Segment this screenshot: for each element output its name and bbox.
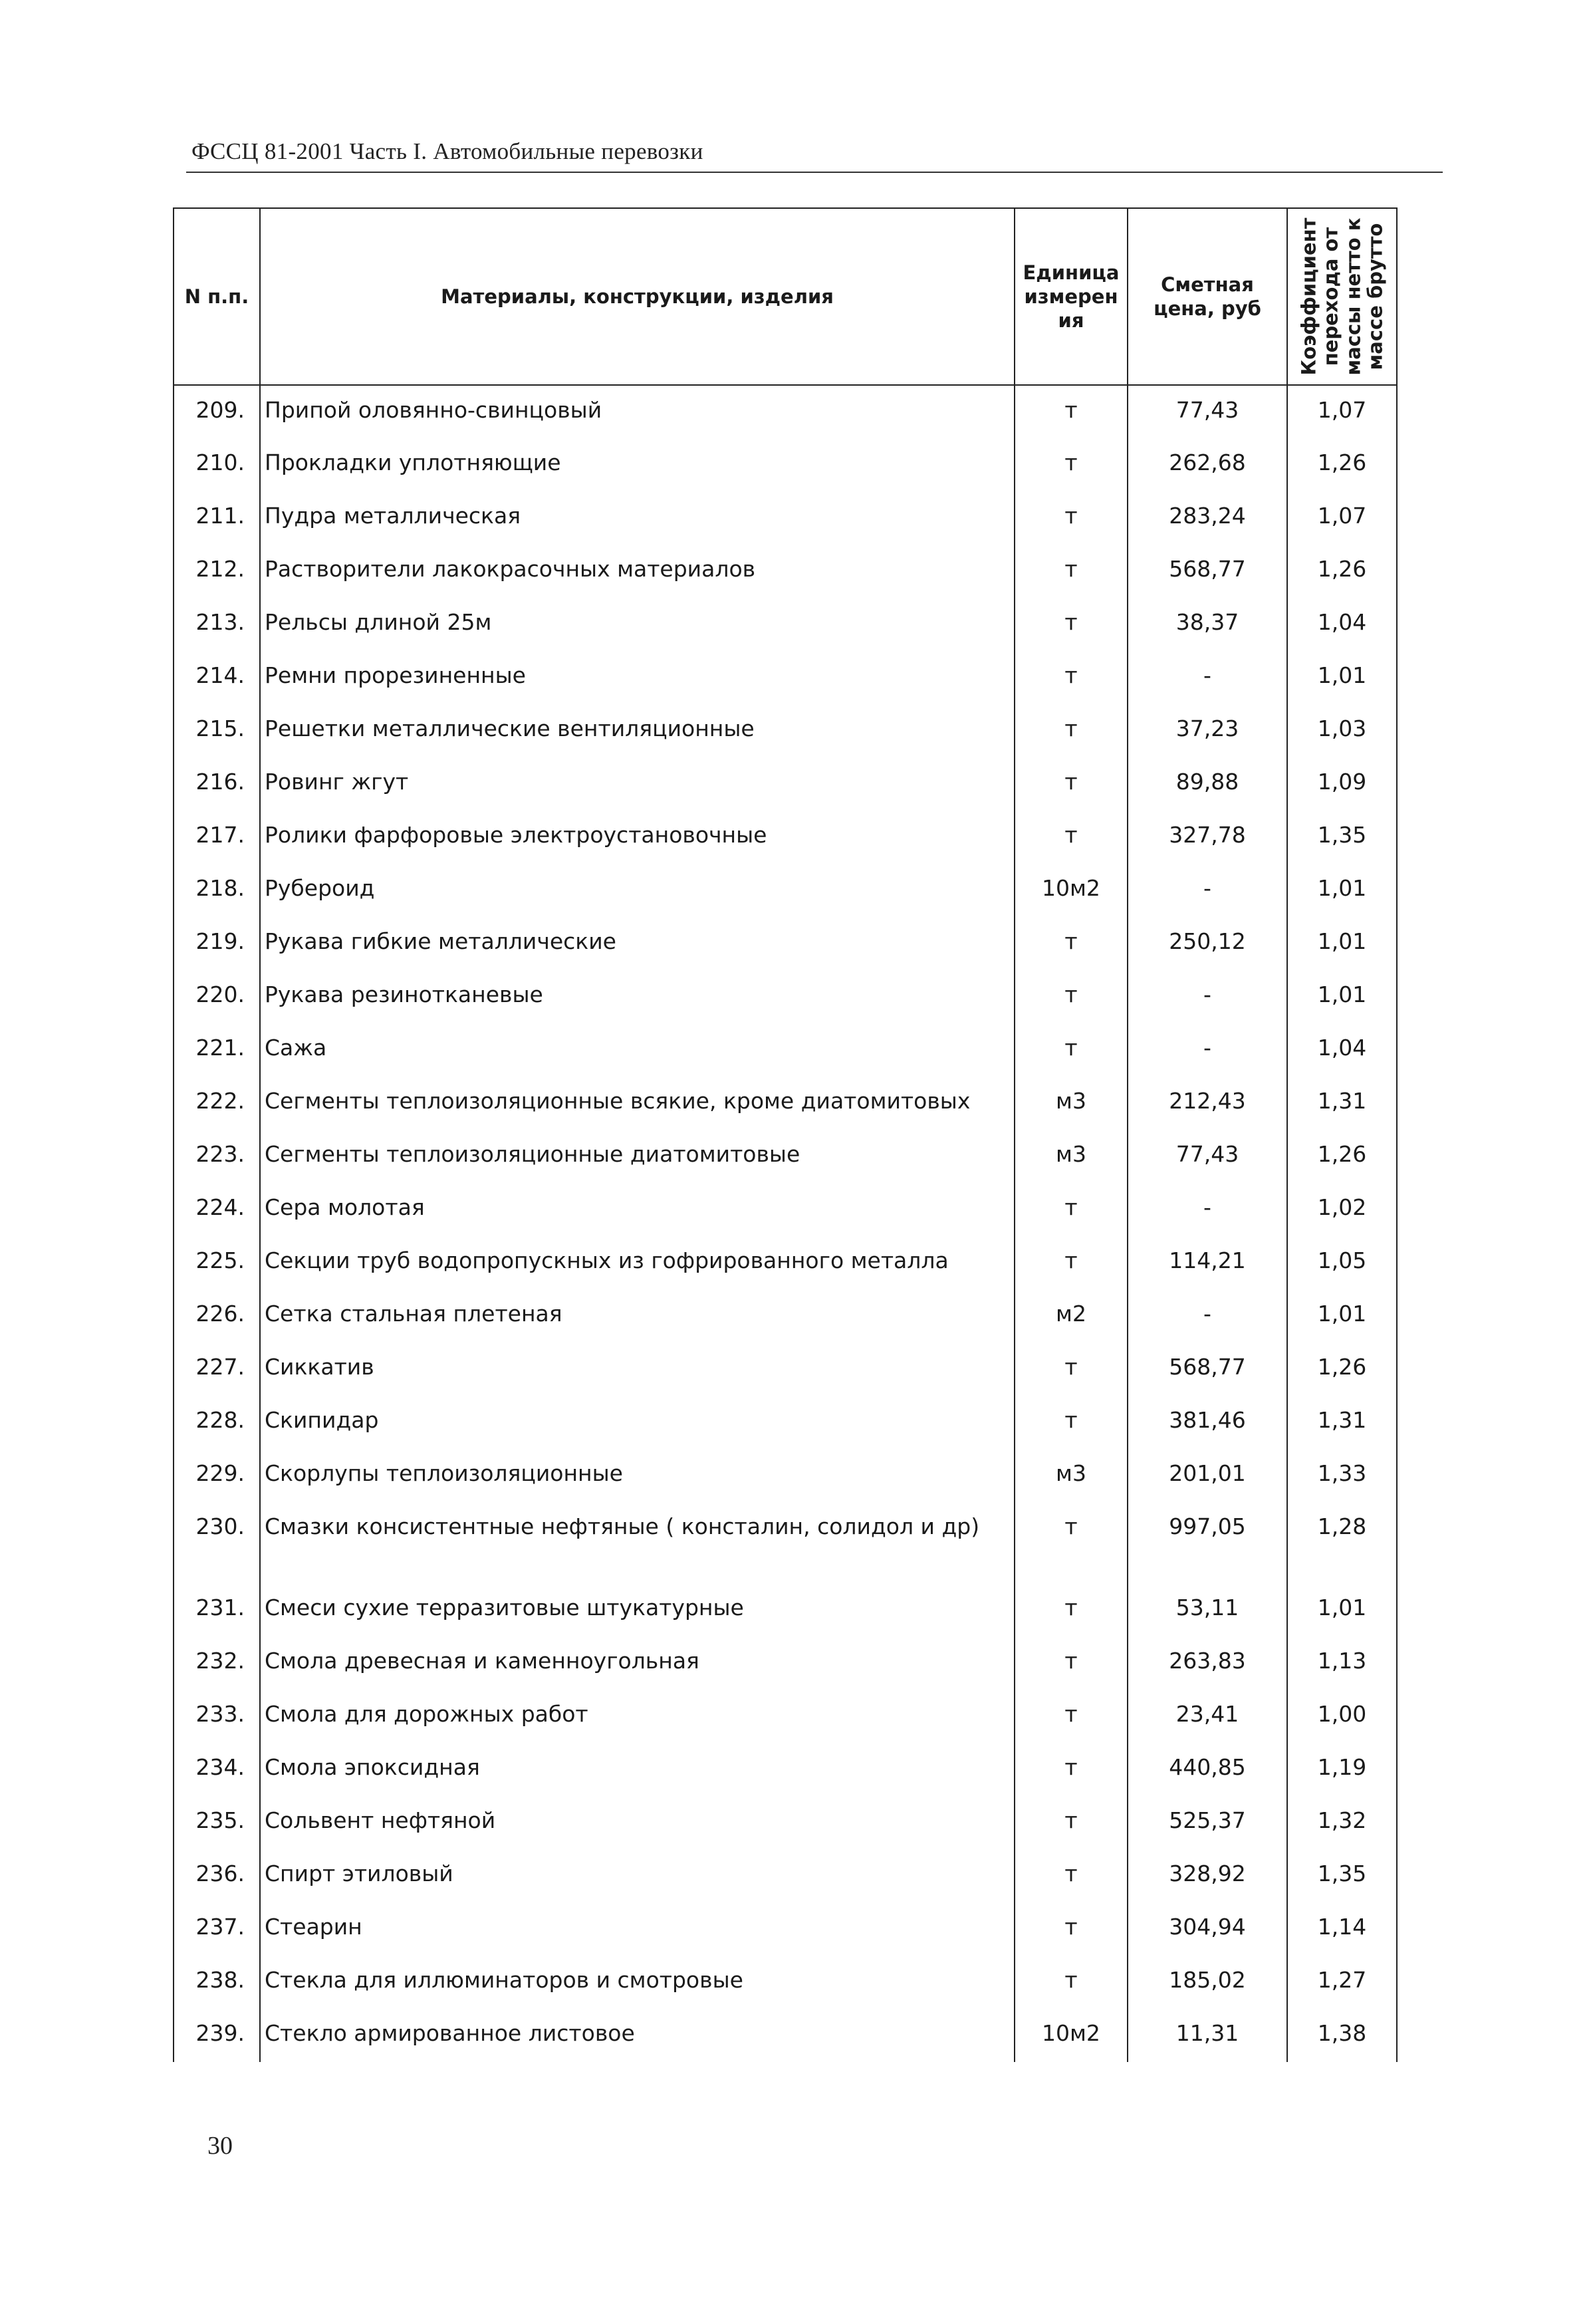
table-row (174, 1023, 1397, 1077)
cell-coef: 1,04 (1287, 1023, 1397, 1077)
cell-num: 213. (174, 598, 260, 651)
table-row (174, 1502, 1397, 1583)
table-row (174, 1289, 1397, 1343)
table-row (174, 1130, 1397, 1183)
cell-coef: 1,01 (1287, 651, 1397, 704)
cell-name: Секции труб водопропускных из гофрированного металла (260, 1236, 1015, 1289)
cell-price: - (1128, 1183, 1287, 1236)
table-row (174, 1956, 1397, 2009)
table-row (174, 1183, 1397, 1236)
table-header-row (174, 208, 1397, 385)
cell-unit: т (1015, 1849, 1128, 1902)
cell-price: - (1128, 1023, 1287, 1077)
cell-unit: т (1015, 811, 1128, 864)
cell-price: 327,78 (1128, 811, 1287, 864)
table-row (174, 491, 1397, 545)
cell-name: Ролики фарфоровые электроустановочные (260, 811, 1015, 864)
cell-unit: т (1015, 970, 1128, 1023)
cell-price: 250,12 (1128, 917, 1287, 970)
cell-price: 262,68 (1128, 438, 1287, 491)
cell-name: Прокладки уплотняющие (260, 438, 1015, 491)
cell-price: 568,77 (1128, 545, 1287, 598)
cell-name: Смола для дорожных работ (260, 1690, 1015, 1743)
cell-unit: 10м2 (1015, 2009, 1128, 2062)
cell-num: 223. (174, 1130, 260, 1183)
cell-name: Рельсы длиной 25м (260, 598, 1015, 651)
cell-unit: т (1015, 438, 1128, 491)
cell-price: 185,02 (1128, 1956, 1287, 2009)
cell-unit: т (1015, 1743, 1128, 1796)
cell-coef: 1,19 (1287, 1743, 1397, 1796)
table-row (174, 811, 1397, 864)
cell-unit: т (1015, 1690, 1128, 1743)
running-header: ФССЦ 81-2001 Часть I. Автомобильные перевозки (191, 138, 703, 164)
cell-num: 217. (174, 811, 260, 864)
table-row (174, 2009, 1397, 2062)
cell-coef: 1,04 (1287, 598, 1397, 651)
page-number: 30 (207, 2132, 233, 2160)
table-row (174, 1396, 1397, 1449)
cell-unit: м3 (1015, 1449, 1128, 1502)
cell-name: Сетка стальная плетеная (260, 1289, 1015, 1343)
cell-name: Растворители лакокрасочных материалов (260, 545, 1015, 598)
table-row (174, 1236, 1397, 1289)
cell-coef: 1,27 (1287, 1956, 1397, 2009)
cell-name: Припой оловянно-свинцовый (260, 385, 1015, 438)
cell-num: 225. (174, 1236, 260, 1289)
cell-coef: 1,03 (1287, 704, 1397, 757)
cell-price: 11,31 (1128, 2009, 1287, 2062)
table-row (174, 864, 1397, 917)
cell-price: 263,83 (1128, 1636, 1287, 1690)
cell-price: 525,37 (1128, 1796, 1287, 1849)
cell-unit: т (1015, 704, 1128, 757)
cell-price: 283,24 (1128, 491, 1287, 545)
cell-price: - (1128, 970, 1287, 1023)
cell-coef: 1,31 (1287, 1396, 1397, 1449)
cell-price: 23,41 (1128, 1690, 1287, 1743)
cell-coef: 1,01 (1287, 864, 1397, 917)
cell-num: 214. (174, 651, 260, 704)
cell-coef: 1,26 (1287, 1130, 1397, 1183)
cell-num: 209. (174, 385, 260, 438)
cell-price: 201,01 (1128, 1449, 1287, 1502)
cell-price: 114,21 (1128, 1236, 1287, 1289)
cell-num: 218. (174, 864, 260, 917)
cell-num: 235. (174, 1796, 260, 1849)
cell-num: 233. (174, 1690, 260, 1743)
table-row (174, 1690, 1397, 1743)
cell-num: 239. (174, 2009, 260, 2062)
table-row (174, 651, 1397, 704)
cell-price: 568,77 (1128, 1343, 1287, 1396)
cell-coef: 1,01 (1287, 970, 1397, 1023)
cell-num: 221. (174, 1023, 260, 1077)
table-row (174, 1902, 1397, 1956)
table-row (174, 438, 1397, 491)
cell-price: 304,94 (1128, 1902, 1287, 1956)
cell-coef: 1,38 (1287, 2009, 1397, 2062)
cell-num: 220. (174, 970, 260, 1023)
cell-num: 211. (174, 491, 260, 545)
cell-name: Смазки консистентные нефтяные ( констaлин, солидол и др) (260, 1502, 1015, 1583)
cell-name: Сажа (260, 1023, 1015, 1077)
cell-num: 236. (174, 1849, 260, 1902)
cell-price: 77,43 (1128, 1130, 1287, 1183)
cell-coef: 1,28 (1287, 1502, 1397, 1583)
cell-coef: 1,26 (1287, 1343, 1397, 1396)
cell-name: Рубероид (260, 864, 1015, 917)
cell-price: 212,43 (1128, 1077, 1287, 1130)
cell-name: Рукава гибкие металлические (260, 917, 1015, 970)
cell-name: Смола эпоксидная (260, 1743, 1015, 1796)
table-row (174, 1743, 1397, 1796)
cell-name: Ровинг жгут (260, 757, 1015, 811)
cell-price: 53,11 (1128, 1583, 1287, 1636)
cell-unit: т (1015, 651, 1128, 704)
cell-coef: 1,07 (1287, 385, 1397, 438)
header-num: N п.п. (174, 208, 260, 385)
cell-name: Сегменты теплоизоляционные диатомитовые (260, 1130, 1015, 1183)
cell-coef: 1,32 (1287, 1796, 1397, 1849)
table-row (174, 1449, 1397, 1502)
cell-unit: т (1015, 1502, 1128, 1583)
cell-num: 227. (174, 1343, 260, 1396)
cell-unit: т (1015, 545, 1128, 598)
cell-name: Скорлупы теплоизоляционные (260, 1449, 1015, 1502)
cell-unit: 10м2 (1015, 864, 1128, 917)
cell-name: Сегменты теплоизоляционные всякие, кроме диатомитовых (260, 1077, 1015, 1130)
cell-unit: т (1015, 757, 1128, 811)
cell-price: 37,23 (1128, 704, 1287, 757)
cell-num: 238. (174, 1956, 260, 2009)
cell-unit: т (1015, 1396, 1128, 1449)
cell-unit: т (1015, 1956, 1128, 2009)
cell-price: 440,85 (1128, 1743, 1287, 1796)
cell-name: Пудра металлическая (260, 491, 1015, 545)
cell-price: 997,05 (1128, 1502, 1287, 1583)
header-coef (1287, 208, 1397, 385)
table-row (174, 970, 1397, 1023)
cell-coef: 1,35 (1287, 1849, 1397, 1902)
cell-price: 38,37 (1128, 598, 1287, 651)
cell-unit: т (1015, 1183, 1128, 1236)
cell-num: 222. (174, 1077, 260, 1130)
cell-coef: 1,26 (1287, 438, 1397, 491)
cell-unit: т (1015, 1343, 1128, 1396)
table-row (174, 1077, 1397, 1130)
cell-name: Смеси сухие терразитовые штукатурные (260, 1583, 1015, 1636)
cell-num: 231. (174, 1583, 260, 1636)
cell-name: Рукава резинотканевые (260, 970, 1015, 1023)
cell-name: Сольвент нефтяной (260, 1796, 1015, 1849)
cell-unit: т (1015, 917, 1128, 970)
cell-name: Ремни прорезиненные (260, 651, 1015, 704)
cell-coef: 1,01 (1287, 1583, 1397, 1636)
cell-num: 212. (174, 545, 260, 598)
table-row (174, 757, 1397, 811)
cell-num: 226. (174, 1289, 260, 1343)
cell-coef: 1,14 (1287, 1902, 1397, 1956)
cell-name: Скипидар (260, 1396, 1015, 1449)
cell-name: Стекло армированное листовое (260, 2009, 1015, 2062)
header-name: Материалы, конструкции, изделия (260, 208, 1015, 385)
cell-name: Смола древесная и каменноугольная (260, 1636, 1015, 1690)
cell-coef: 1,01 (1287, 917, 1397, 970)
cell-price: 381,46 (1128, 1396, 1287, 1449)
cell-unit: т (1015, 1902, 1128, 1956)
cell-num: 228. (174, 1396, 260, 1449)
cell-unit: т (1015, 385, 1128, 438)
cell-name: Стекла для иллюминаторов и смотровые (260, 1956, 1015, 2009)
cell-num: 219. (174, 917, 260, 970)
cell-unit: м2 (1015, 1289, 1128, 1343)
table-row (174, 917, 1397, 970)
header-coef-label: Коэффициент перехода от массы нетто к массе брутто (1296, 217, 1386, 376)
cell-unit: м3 (1015, 1130, 1128, 1183)
cell-num: 230. (174, 1502, 260, 1583)
cell-num: 232. (174, 1636, 260, 1690)
cell-name: Стеарин (260, 1902, 1015, 1956)
cell-unit: т (1015, 598, 1128, 651)
cell-num: 229. (174, 1449, 260, 1502)
header-rule (186, 172, 1443, 173)
cell-coef: 1,00 (1287, 1690, 1397, 1743)
cell-unit: т (1015, 1583, 1128, 1636)
cell-unit: т (1015, 1236, 1128, 1289)
cell-coef: 1,07 (1287, 491, 1397, 545)
cell-num: 224. (174, 1183, 260, 1236)
table-row (174, 385, 1397, 438)
header-unit: Единица измерен ия (1015, 208, 1128, 385)
table-row (174, 545, 1397, 598)
cell-coef: 1,09 (1287, 757, 1397, 811)
cell-coef: 1,13 (1287, 1636, 1397, 1690)
table-row (174, 1796, 1397, 1849)
table-row (174, 704, 1397, 757)
cell-name: Сиккатив (260, 1343, 1015, 1396)
cell-price: 77,43 (1128, 385, 1287, 438)
cell-coef: 1,31 (1287, 1077, 1397, 1130)
cell-price: - (1128, 651, 1287, 704)
cell-price: - (1128, 864, 1287, 917)
table-body (174, 385, 1397, 2062)
table-row (174, 1636, 1397, 1690)
cell-coef: 1,26 (1287, 545, 1397, 598)
cell-num: 216. (174, 757, 260, 811)
cell-num: 234. (174, 1743, 260, 1796)
cell-coef: 1,35 (1287, 811, 1397, 864)
cell-name: Спирт этиловый (260, 1849, 1015, 1902)
cell-price: 89,88 (1128, 757, 1287, 811)
table-row (174, 1849, 1397, 1902)
cell-coef: 1,01 (1287, 1289, 1397, 1343)
cell-unit: т (1015, 491, 1128, 545)
cell-unit: т (1015, 1796, 1128, 1849)
table-row (174, 1343, 1397, 1396)
header-price: Сметная цена, руб (1128, 208, 1287, 385)
cell-price: - (1128, 1289, 1287, 1343)
table-row (174, 598, 1397, 651)
cell-unit: т (1015, 1636, 1128, 1690)
cell-name: Решетки металлические вентиляционные (260, 704, 1015, 757)
price-table (173, 207, 1398, 2062)
cell-unit: т (1015, 1023, 1128, 1077)
cell-coef: 1,05 (1287, 1236, 1397, 1289)
table-row (174, 1583, 1397, 1636)
cell-num: 210. (174, 438, 260, 491)
cell-num: 237. (174, 1902, 260, 1956)
cell-num: 215. (174, 704, 260, 757)
cell-coef: 1,33 (1287, 1449, 1397, 1502)
cell-price: 328,92 (1128, 1849, 1287, 1902)
cell-coef: 1,02 (1287, 1183, 1397, 1236)
cell-name: Сера молотая (260, 1183, 1015, 1236)
cell-unit: м3 (1015, 1077, 1128, 1130)
